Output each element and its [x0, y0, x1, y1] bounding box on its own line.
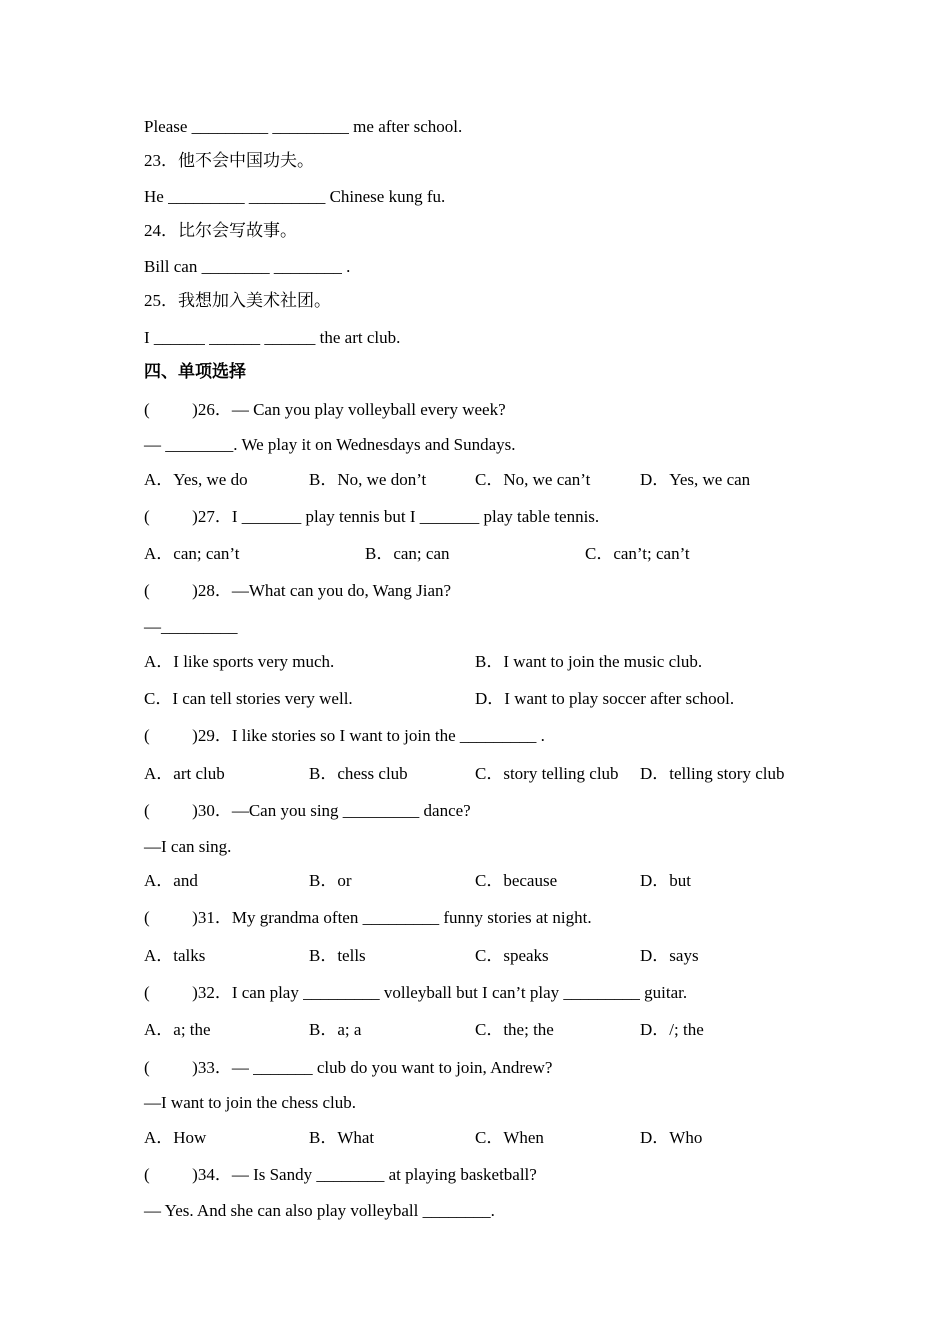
question-30-options: [144, 871, 824, 891]
option-a: A．a; the: [144, 1020, 211, 1039]
question-28-options-row-2: [144, 689, 824, 709]
fill-in-line-22: Please _________ _________ me after school.: [144, 117, 463, 136]
question-32: ( )32．I can play _________ volleyball but I can’t play _________ guitar.: [144, 983, 688, 1002]
question-33-options: [144, 1128, 824, 1148]
section-heading: 四、单项选择: [144, 362, 246, 382]
option-a: A．talks: [144, 946, 206, 965]
option-d: D．/; the: [640, 1020, 704, 1039]
option-c: C．can’t; can’t: [585, 544, 690, 563]
question-33: ( )33．— _______ club do you want to join, Andrew?: [144, 1058, 553, 1077]
option-c: C．I can tell stories very well.: [144, 689, 353, 708]
question-33-reply: —I want to join the chess club.: [144, 1093, 356, 1112]
question-24-prompt: 24．比尔会写故事。: [144, 221, 297, 240]
option-a: A．I like sports very much.: [144, 652, 335, 671]
option-c: C．the; the: [475, 1020, 554, 1039]
option-b: B．can; can: [365, 544, 450, 563]
question-29: ( )29．I like stories so I want to join the _________ .: [144, 726, 545, 745]
option-a: A．can; can’t: [144, 544, 240, 563]
question-28: ( )28．—What can you do, Wang Jian?: [144, 581, 452, 600]
fill-in-line-23: He _________ _________ Chinese kung fu.: [144, 187, 446, 206]
option-b: B．chess club: [309, 764, 408, 783]
option-d: D．I want to play soccer after school.: [475, 689, 735, 708]
option-d: D．says: [640, 946, 699, 965]
option-c: C．No, we can’t: [475, 470, 591, 489]
option-c: C．speaks: [475, 946, 549, 965]
option-b: B．a; a: [309, 1020, 362, 1039]
option-d: D．Who: [640, 1128, 703, 1147]
question-23-prompt: 23．他不会中国功夫。: [144, 151, 314, 170]
option-c: C．because: [475, 871, 558, 890]
question-27: ( )27．I _______ play tennis but I _______ play table tennis.: [144, 507, 600, 526]
question-30: ( )30．—Can you sing _________ dance?: [144, 801, 471, 820]
option-a: A．and: [144, 871, 198, 890]
option-b: B．tells: [309, 946, 366, 965]
question-28-options-row-1: [144, 652, 824, 672]
question-26-options: [144, 470, 824, 490]
question-34: ( )34．— Is Sandy ________ at playing basketball?: [144, 1165, 537, 1184]
question-30-reply: —I can sing.: [144, 837, 232, 856]
option-b: B．or: [309, 871, 352, 890]
question-28-reply: —_________: [144, 617, 238, 636]
question-25-prompt: 25．我想加入美术社团。: [144, 291, 331, 310]
option-d: D．but: [640, 871, 691, 890]
option-a: A．art club: [144, 764, 225, 783]
question-29-options: [144, 764, 824, 784]
fill-in-line-24: Bill can ________ ________ .: [144, 257, 351, 276]
question-32-options: [144, 1020, 824, 1040]
option-c: C．story telling club: [475, 764, 619, 783]
question-34-reply: — Yes. And she can also play volleyball ________.: [144, 1201, 495, 1220]
question-26-reply: — ________. We play it on Wednesdays and Sundays.: [144, 435, 516, 454]
option-a: A．Yes, we do: [144, 470, 248, 489]
fill-in-line-25: I ______ ______ ______ the art club.: [144, 328, 401, 347]
option-b: B．What: [309, 1128, 375, 1147]
option-a: A．How: [144, 1128, 207, 1147]
question-27-options: [144, 544, 824, 564]
option-b: B．No, we don’t: [309, 470, 427, 489]
question-26: ( )26．— Can you play volleyball every week?: [144, 400, 506, 419]
option-d: D．telling story club: [640, 764, 785, 783]
option-b: B．I want to join the music club.: [475, 652, 703, 671]
question-31: ( )31．My grandma often _________ funny stories at night.: [144, 908, 592, 927]
option-d: D．Yes, we can: [640, 470, 751, 489]
option-c: C．When: [475, 1128, 544, 1147]
question-31-options: [144, 946, 824, 966]
